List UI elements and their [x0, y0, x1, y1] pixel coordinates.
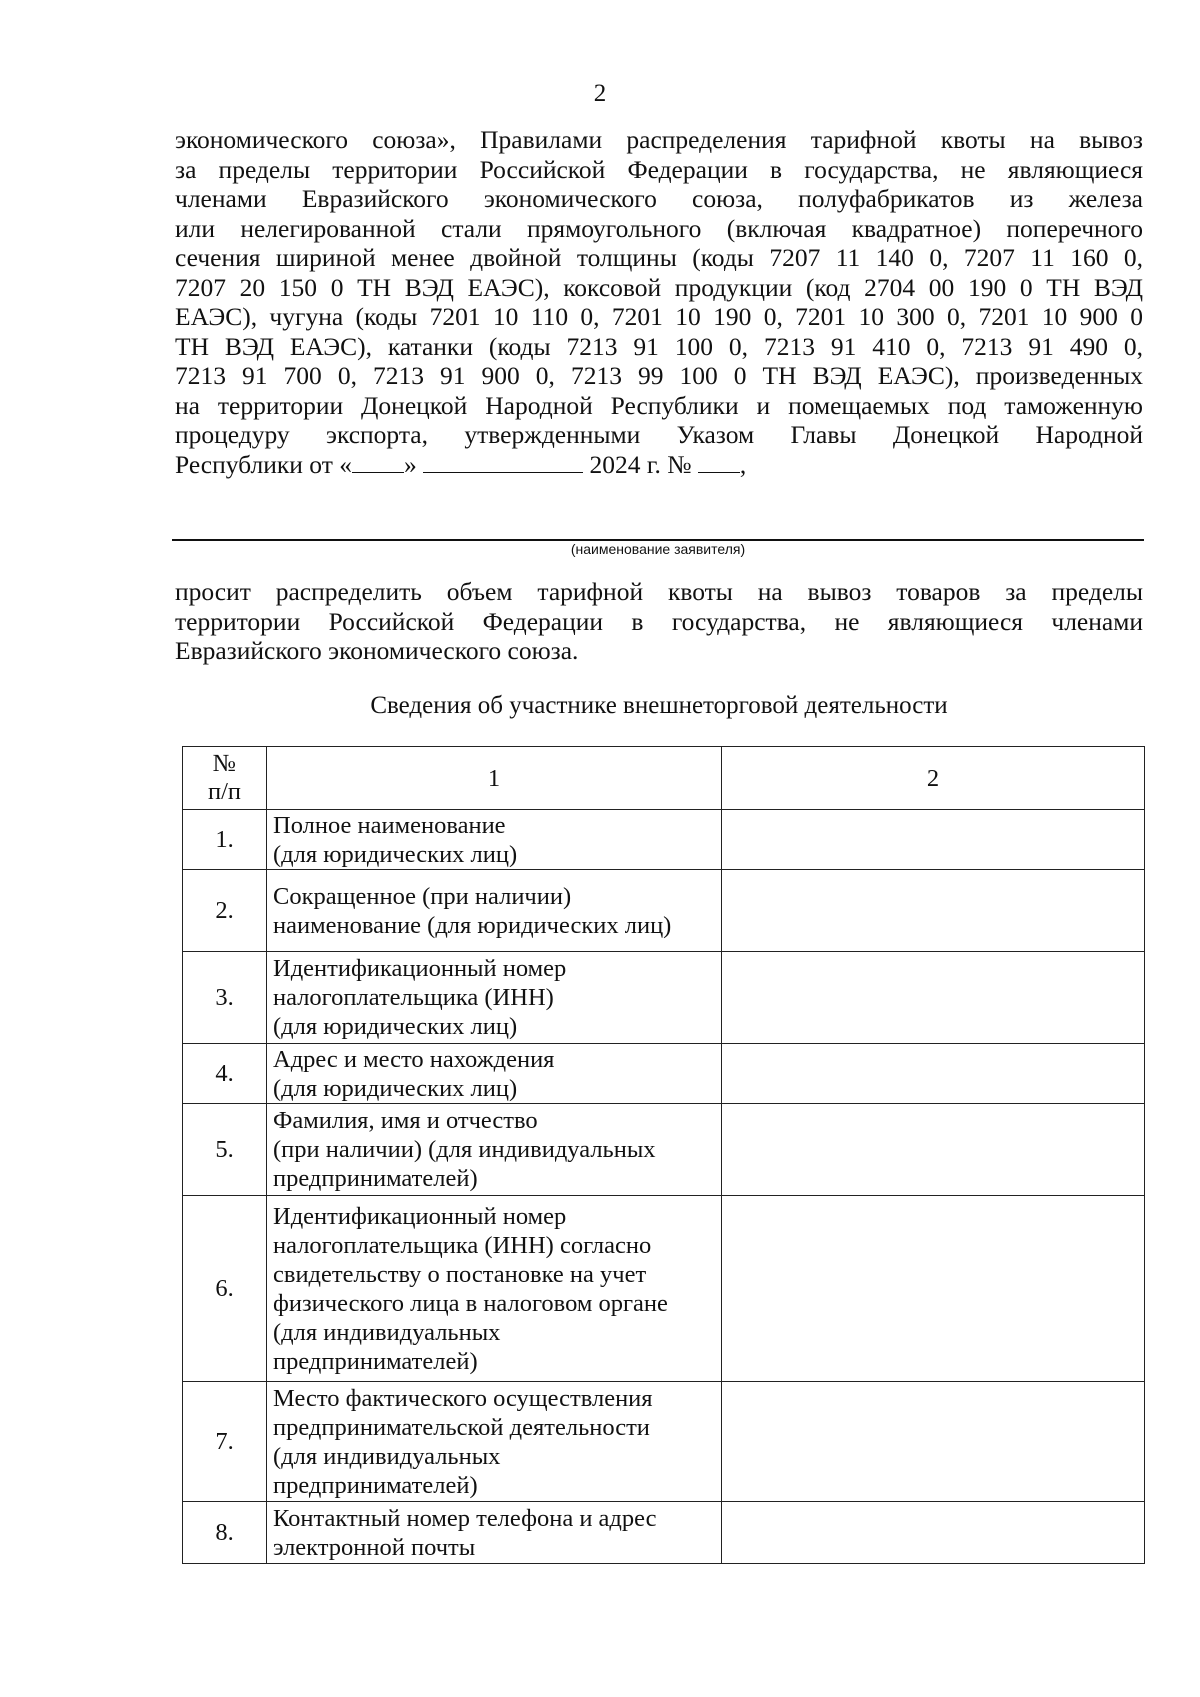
row-label-line: Полное наименование: [273, 811, 506, 839]
section-title: Сведения об участнике внешнеторговой деятельности: [370, 692, 948, 719]
table-row: [183, 870, 1145, 952]
table-row: [183, 1502, 1145, 1564]
row-label-line: Фамилия, имя и отчество: [273, 1107, 538, 1134]
month-blank[interactable]: [423, 450, 583, 473]
request-line: просит распределить объем тарифной квоты на вывоз товаров за пределы: [175, 577, 1143, 606]
row-label-line: (для юридических лиц): [273, 1013, 518, 1040]
row-label-line: Идентификационный номер: [273, 1202, 567, 1230]
intro-paragraph: [175, 125, 1143, 479]
row-number: 3.: [183, 952, 267, 1044]
intro-line: ТН ВЭД ЕАЭС), катанки (коды 7213 91 100 0, 7213 91 410 0, 7213 91 490 0,: [175, 331, 1143, 361]
row-label-line: Сокращенное (при наличии): [273, 882, 572, 910]
row-label: [267, 1502, 722, 1564]
row-label: [267, 1104, 722, 1196]
row-label-line: Адрес и место нахождения: [273, 1045, 555, 1073]
intro-line: сечения шириной менее двойной толщины (коды 7207 11 140 0, 7207 11 160 0,: [175, 243, 1143, 272]
row-label: [267, 1044, 722, 1104]
row-label-line: предпринимательской деятельности: [273, 1413, 650, 1441]
row-label-line: (для индивидуальных: [273, 1318, 501, 1346]
row-label-line: электронной почты: [273, 1533, 476, 1561]
intro-line: экономического союза», Правилами распределения тарифной квоты на вывоз: [175, 125, 1143, 154]
table-row: [183, 1104, 1145, 1196]
intro-line: ЕАЭС), чугуна (коды 7201 10 110 0, 7201 10 190 0, 7201 10 300 0, 7201 10 900 0: [175, 302, 1143, 331]
row-number: 4.: [183, 1044, 267, 1104]
table-row: [183, 952, 1145, 1044]
request-line: Евразийского экономического союза.: [175, 636, 579, 665]
year-label: 2024 г. №: [583, 449, 698, 479]
row-label: [267, 1196, 722, 1382]
date-quote-close: »: [403, 449, 424, 479]
intro-line: 7213 91 700 0, 7213 91 900 0, 7213 99 100 0 ТН ВЭД ЕАЭС), произведенных: [175, 361, 1143, 390]
row-number: 5.: [183, 1104, 267, 1196]
row-number: 1.: [183, 810, 267, 870]
row-value-cell[interactable]: [722, 1382, 1145, 1502]
row-label-line: предпринимателей): [273, 1165, 478, 1192]
row-value-cell[interactable]: [722, 952, 1145, 1044]
row-number: 7.: [183, 1382, 267, 1502]
row-value-cell[interactable]: [722, 1044, 1145, 1104]
intro-line: членами Евразийского экономического союза, полуфабрикатов из железа: [175, 184, 1143, 213]
row-label-line: свидетельству о постановке на учет: [273, 1260, 647, 1288]
row-number: 2.: [183, 870, 267, 952]
header-column-1: 1: [267, 747, 722, 810]
table-header-row: [183, 747, 1145, 810]
date-prefix: Республики от «: [175, 449, 352, 479]
row-number: 6.: [183, 1196, 267, 1382]
table-row: [183, 1382, 1145, 1502]
row-label: [267, 870, 722, 952]
date-suffix: ,: [739, 449, 747, 479]
row-label-line: предпринимателей): [273, 1347, 478, 1375]
row-value-cell[interactable]: [722, 1502, 1145, 1564]
applicant-name-caption: (наименование заявителя): [570, 541, 746, 557]
intro-line: на территории Донецкой Народной Республики и помещаемых под таможенную: [175, 390, 1143, 420]
row-label-line: Место фактического осуществления: [273, 1384, 653, 1412]
row-label: [267, 1382, 722, 1502]
row-label-line: физического лица в налоговом органе: [273, 1289, 668, 1317]
row-value-cell[interactable]: [722, 1104, 1145, 1196]
number-blank[interactable]: [698, 450, 740, 473]
row-label-line: (при наличии) (для индивидуальных: [273, 1136, 656, 1163]
row-label-line: (для индивидуальных: [273, 1442, 501, 1470]
intro-line: за пределы территории Российской Федерации в государства, не являющиеся: [175, 154, 1143, 184]
participant-info-table: [182, 746, 1145, 1564]
row-value-cell[interactable]: [722, 810, 1145, 870]
header-column-2: 2: [722, 747, 1145, 810]
day-blank[interactable]: [352, 450, 404, 473]
row-number: 8.: [183, 1502, 267, 1564]
header-number-pp: п/п: [207, 778, 242, 805]
table-row: [183, 810, 1145, 870]
row-label-line: Идентификационный номер: [273, 955, 567, 982]
header-number: [183, 747, 267, 810]
row-label-line: (для юридических лиц): [273, 840, 518, 868]
intro-line: или нелегированной стали прямоугольного (включая квадратное) поперечного: [175, 213, 1143, 243]
intro-line: процедуру экспорта, утвержденными Указом Главы Донецкой Народной: [175, 420, 1143, 449]
row-label-line: (для юридических лиц): [273, 1074, 518, 1102]
header-number-sign: №: [212, 750, 237, 777]
intro-line-date: [175, 450, 1143, 480]
table-row: [183, 1196, 1145, 1382]
request-paragraph: [175, 577, 1143, 666]
row-value-cell[interactable]: [722, 870, 1145, 952]
request-line: территории Российской Федерации в государства, не являющиеся членами: [175, 606, 1143, 636]
table-row: [183, 1044, 1145, 1104]
row-label-line: предпринимателей): [273, 1471, 478, 1499]
intro-line: 7207 20 150 0 ТН ВЭД ЕАЭС), коксовой продукции (код 2704 00 190 0 ТН ВЭД: [175, 272, 1143, 302]
row-label-line: налогоплательщика (ИНН) согласно: [273, 1231, 652, 1259]
row-label-line: Контактный номер телефона и адрес: [273, 1504, 657, 1532]
row-label: [267, 952, 722, 1044]
row-label-line: налогоплательщика (ИНН): [273, 984, 554, 1011]
row-value-cell[interactable]: [722, 1196, 1145, 1382]
page-number: 2: [593, 80, 607, 107]
row-label-line: наименование (для юридических лиц): [273, 911, 672, 939]
row-label: [267, 810, 722, 870]
